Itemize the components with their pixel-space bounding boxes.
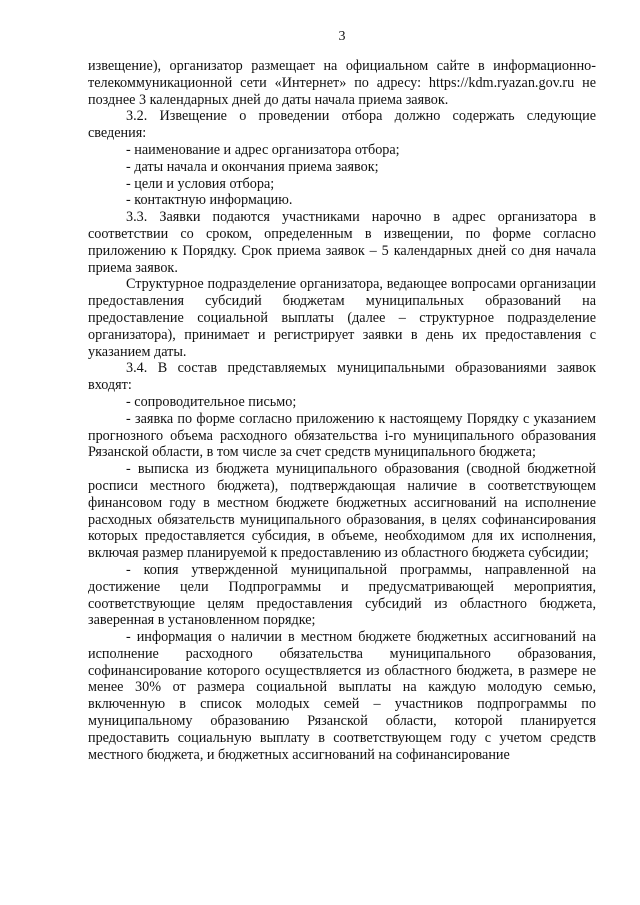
paragraph-3-2: 3.2. Извещение о проведении отбора должно содержать следующие сведения: [88,108,596,142]
list-item: - контактную информацию. [126,192,293,209]
list-item: - сопроводительное письмо; [126,393,297,410]
paragraph-3-3: 3.3. Заявки подаются участниками нарочно в адрес организатора в соответствии со сроком, определенным в извещении, по форме согласно приложению к Порядку. Срок приема заявок – 5 календарных дней со дня начала приема заявок. [88,209,596,276]
list-item: - даты начала и окончания приема заявок; [126,158,379,175]
document-body [88,58,596,763]
paragraph-structural-unit: Структурное подразделение организатора, ведающее вопросами организации предоставления субсидий бюджетам муниципальных образований на предоставление социальной выплаты (далее – структурное подразделение организатора), принимает и регистрирует заявки в день их предоставления с указанием даты. [88,276,596,360]
list-item: - копия утвержденной муниципальной программы, направленной на достижение цели Подпрограммы и предусматривающей мероприятия, соответствующие целям предоставления субсидий из областного бюджета, заверенная в установленном порядке; [88,561,596,629]
list-item: - заявка по форме согласно приложению к настоящему Порядку с указанием прогнозного объема расходного обязательства i-го муниципального образования Рязанской области, в том числе за счет средств муниципального бюджета; [88,410,596,461]
page-number: 3 [338,29,346,44]
paragraph-3-4: 3.4. В состав представляемых муниципальными образованиями заявок входят: [88,360,596,394]
list-item: - цели и условия отбора; [126,175,275,192]
list-item: - наименование и адрес организатора отбора; [126,141,400,158]
list-item: - выписка из бюджета муниципального образования (сводной бюджетной росписи местного бюджета), подтверждающая наличие в соответствующем финансовом году в местном бюджете бюджетных ассигнований на исполнение расходных обязательств муниципального образования, в целях софинансирования которых предоставляется субсидия, в объеме, необходимом для их исполнения, включая размер планируемой к предоставлению из областного бюджета субсидии; [88,461,596,562]
paragraph-continuation: извещение), организатор размещает на официальном сайте в информационно-телекоммуникационной сети «Интернет» по адресу: https://kdm.ryazan.gov.ru не позднее 3 календарных дней до даты начала приема заявок. [88,58,596,108]
list-item: - информация о наличии в местном бюджете бюджетных ассигнований на исполнение расходного обязательства муниципального образования, софинансирование которого осуществляется из областного бюджета, в размере не менее 30% от размера социальной выплаты на каждую молодую семью, включенную в список молодых семей – участников подпрограммы по муниципальному образованию Рязанской области, которой планируется предоставить социальную выплату в соответствующем году с учетом средств местного бюджета, и бюджетных ассигнований на софинансирование [88,629,596,763]
